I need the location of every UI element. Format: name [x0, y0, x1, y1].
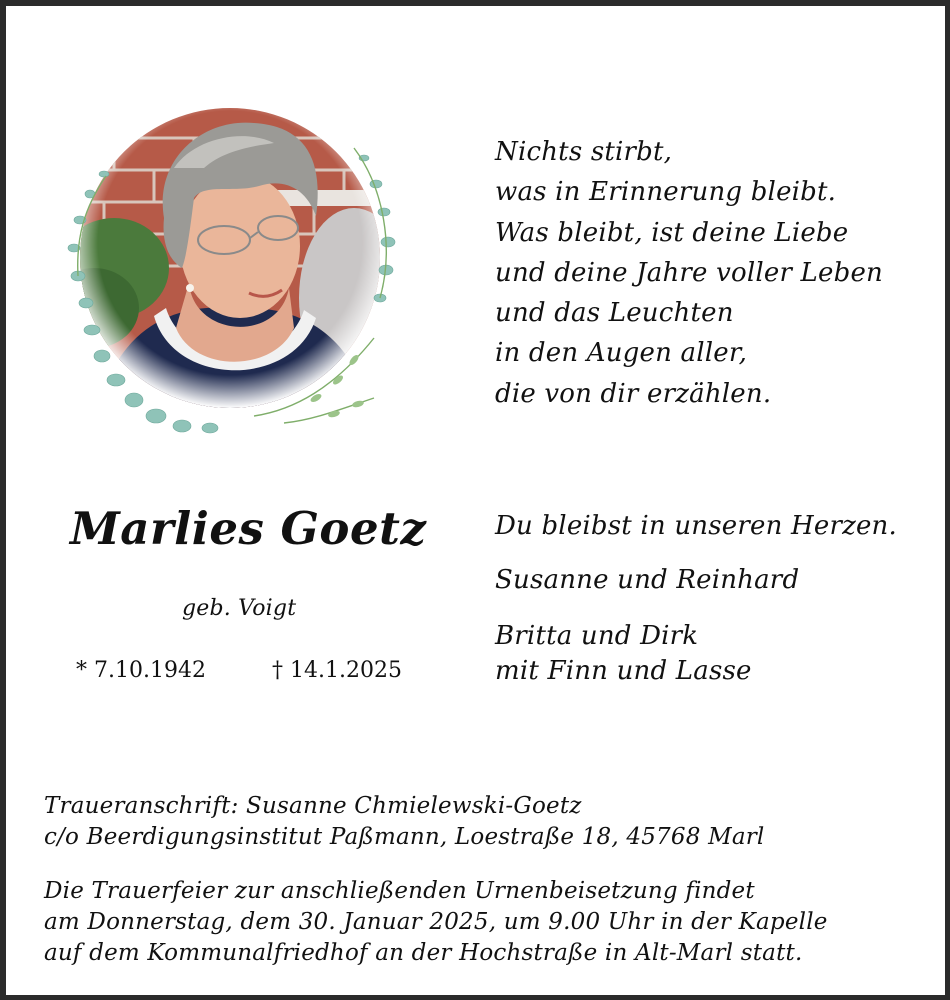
address-line: c/o Beerdigungsinstitut Paßmann, Loestraße 18, 45768 Marl [44, 824, 765, 850]
poem-line: in den Augen aller, [495, 338, 748, 369]
poem-line: die von dir erzählen. [495, 378, 772, 409]
ceremony-line: am Donnerstag, dem 30. Januar 2025, um 9.00 Uhr in der Kapelle [44, 909, 828, 935]
ceremony-line: Die Trauerfeier zur anschließenden Urnenbeisetzung findet [44, 878, 755, 904]
maiden-name: geb. Voigt [182, 596, 297, 621]
ceremony-line: auf dem Kommunalfriedhof an der Hochstraße in Alt-Marl statt. [44, 940, 803, 966]
poem-line: Was bleibt, ist deine Liebe [495, 217, 849, 248]
family-line: mit Finn und Lasse [495, 656, 752, 686]
family-line: Susanne und Reinhard [495, 565, 800, 595]
poem-line: und deine Jahre voller Leben [495, 257, 883, 288]
poem-line: und das Leuchten [495, 298, 734, 329]
poem-line: Nichts stirbt, [495, 137, 673, 167]
birth-date: * 7.10.1942 [76, 658, 206, 683]
portrait-photo [54, 98, 406, 438]
poem-line: was in Erinnerung bleibt. [495, 177, 837, 208]
farewell-line: Du bleibst in unseren Herzen. [495, 511, 897, 541]
deceased-name: Marlies Goetz [70, 502, 427, 555]
family-line: Britta und Dirk [495, 621, 699, 651]
death-date: † 14.1.2025 [272, 658, 402, 683]
poem [495, 132, 935, 414]
address-line: Traueranschrift: Susanne Chmielewski-Goetz [44, 793, 582, 819]
